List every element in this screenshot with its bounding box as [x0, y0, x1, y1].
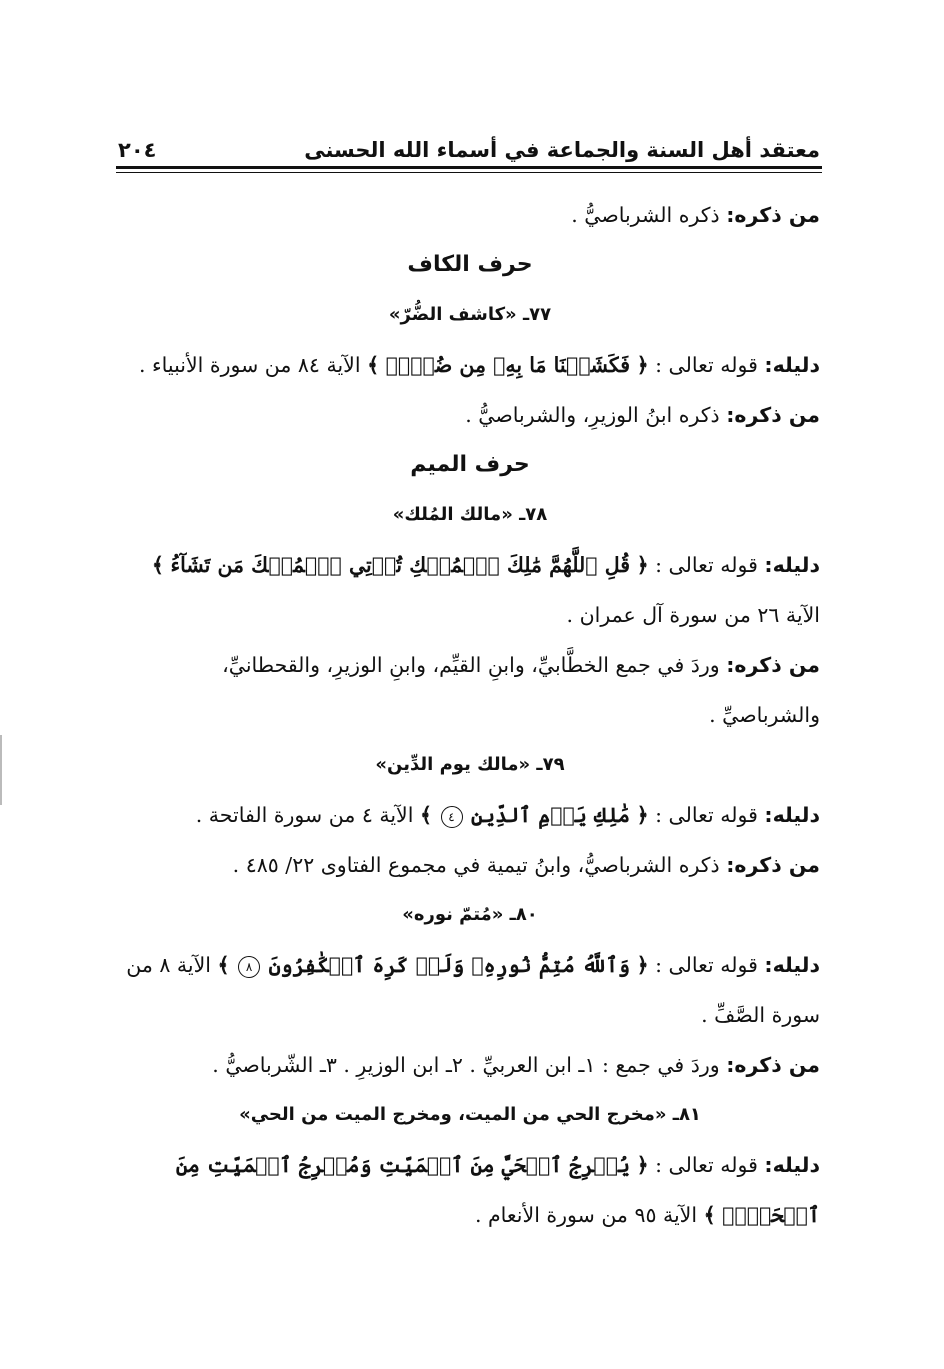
- quran-verse: فَكَشَفۡنَا مَا بِهِۦ مِن ضُرٍّۖ: [385, 353, 631, 377]
- ayah-number-mark: ٨: [238, 956, 260, 978]
- close-bracket: ﴾: [703, 1203, 716, 1227]
- label-man-dhakarah: من ذكره:: [726, 403, 820, 427]
- paragraph-dalil-79: [120, 790, 820, 840]
- open-bracket: ﴿: [636, 953, 649, 977]
- paragraph-man-dhakarah-77: [120, 390, 820, 440]
- header-rule-thick: [116, 166, 822, 169]
- ayah-number-mark: ٤: [441, 806, 463, 828]
- paragraph-man-dhakarah: [120, 190, 820, 240]
- label-qawluhu: قوله تعالى :: [655, 953, 758, 977]
- section-heading-mim: حرف الميم: [410, 452, 530, 477]
- reference-text: وردَ في جمع : ١ـ ابن العربيِّ . ٢ـ ابن الوزيرِ . ٣ـ الشّرباصيُّ .: [212, 1053, 720, 1077]
- open-bracket: ﴿: [636, 553, 649, 577]
- close-bracket: ﴾: [151, 553, 164, 577]
- reference-text: وردَ في جمع الخطَّابيِّ، وابنِ القيِّم، وابنِ الوزيرِ، والقحطانيِّ، والشرباصيِّ .: [222, 653, 820, 727]
- label-qawluhu: قوله تعالى :: [655, 553, 758, 577]
- label-qawluhu: قوله تعالى :: [655, 803, 758, 827]
- reference-text: ذكره الشرباصيُّ، وابنُ تيمية في مجموع الفتاوى ٢٢/ ٤٨٥ .: [232, 853, 720, 877]
- header-title: معتقد أهل السنة والجماعة في أسماء الله الحسنى: [304, 138, 820, 162]
- verse-reference: الآية ٨٤ من سورة الأنبياء .: [138, 353, 361, 377]
- label-man-dhakarah: من ذكره:: [726, 853, 820, 877]
- open-bracket: ﴿: [636, 1153, 649, 1177]
- scan-edge-line: [0, 735, 2, 805]
- header-rule-thin: [116, 172, 822, 173]
- label-dalil: دليله:: [764, 1153, 820, 1177]
- page-body: [120, 190, 820, 1240]
- quran-verse: يُخۡرِجُ ٱلۡحَيَّ مِنَ ٱلۡمَيِّتِ وَمُخۡرِجُ ٱلۡمَيِّتِ مِنَ ٱلۡحَيِّۚ: [175, 1153, 820, 1227]
- entry-heading-79: ٧٩ـ «مالك يوم الدِّين»: [375, 754, 565, 775]
- label-man-dhakarah: من ذكره:: [726, 203, 820, 227]
- entry-heading-77: ٧٧ـ «كاشف الضُّرّ»: [388, 304, 552, 325]
- label-dalil: دليله:: [764, 353, 820, 377]
- paragraph-dalil-77: [120, 340, 820, 390]
- paragraph-dalil-80: [120, 940, 820, 1040]
- page-number: ٢٠٤: [118, 138, 157, 162]
- label-man-dhakarah: من ذكره:: [726, 1053, 820, 1077]
- verse-reference: الآية ٢٦ من سورة آل عمران .: [566, 603, 820, 627]
- label-dalil: دليله:: [764, 803, 820, 827]
- label-man-dhakarah: من ذكره:: [726, 653, 820, 677]
- paragraph-dalil-81: [120, 1140, 820, 1240]
- label-dalil: دليله:: [764, 953, 820, 977]
- open-bracket: ﴿: [636, 353, 649, 377]
- close-bracket: ﴾: [367, 353, 380, 377]
- paragraph-man-dhakarah-80: [120, 1040, 820, 1090]
- paragraph-dalil-78: [120, 540, 820, 640]
- verse-reference: الآية ٩٥ من سورة الأنعام .: [474, 1203, 698, 1227]
- reference-text: ذكره ابنُ الوزيرِ، والشرباصيُّ .: [465, 403, 720, 427]
- entry-heading-78: ٧٨ـ «مالك المُلك»: [392, 504, 548, 525]
- paragraph-man-dhakarah-79: [120, 840, 820, 890]
- quran-verse: وَٱللَّهُ مُتِمُّ نُورِهِۦ وَلَوۡ كَرِهَ ٱلۡكَٰفِرُونَ: [268, 953, 631, 977]
- open-bracket: ﴿: [636, 803, 649, 827]
- label-qawluhu: قوله تعالى :: [655, 353, 758, 377]
- reference-text: ذكره الشرباصيُّ .: [571, 203, 720, 227]
- label-dalil: دليله:: [764, 553, 820, 577]
- verse-reference: الآية ٤ من سورة الفاتحة .: [195, 803, 414, 827]
- section-heading-kaf: حرف الكاف: [407, 252, 533, 277]
- close-bracket: ﴾: [217, 953, 230, 977]
- entry-heading-80: ٨٠ـ «مُتمّ نوره»: [402, 904, 538, 925]
- paragraph-man-dhakarah-78: [120, 640, 820, 740]
- running-header: [118, 128, 820, 162]
- verse-reference: الآية ٨ من سورة الصَّفِّ .: [126, 953, 820, 1027]
- close-bracket: ﴾: [419, 803, 432, 827]
- label-qawluhu: قوله تعالى :: [655, 1153, 758, 1177]
- quran-verse: قُلِ ٱللَّهُمَّ مَٰلِكَ ٱلۡمُلۡكِ تُؤۡتِي ٱلۡمُلۡكَ مَن تَشَآءُ: [170, 553, 631, 577]
- quran-verse: مَٰلِكِ يَوۡمِ ٱلدِّينِ: [471, 803, 631, 827]
- entry-heading-81: ٨١ـ «مخرج الحي من الميت، ومخرج الميت من الحي»: [239, 1104, 701, 1125]
